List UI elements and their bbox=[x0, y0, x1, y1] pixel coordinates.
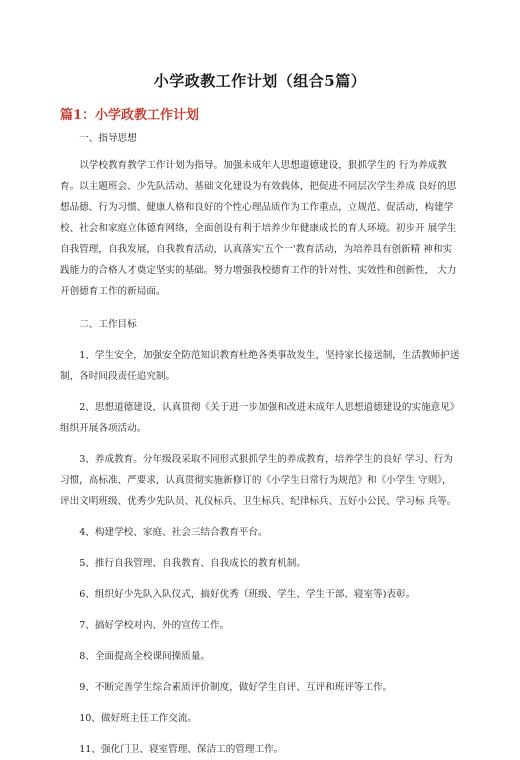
heading-work-goals: 二、工作目标 bbox=[79, 319, 137, 330]
goal-item: 11、强化门卫、寝室管理、保洁工的管理工作。 bbox=[79, 744, 284, 755]
goal-item: 6、组织好少先队入队仪式，搞好优秀（班级、学生、学生干部、寝室等)表彰。 bbox=[79, 589, 416, 600]
goal-item: 9、不断完善学生综合素质评价制度，做好学生自评、互评和班评等工作。 bbox=[79, 682, 393, 693]
document-body bbox=[60, 128, 460, 760]
section-title: 篇1：小学政教工作计划 bbox=[60, 108, 200, 123]
goal-item: 3、养成教育。分年级段采取不同形式狠抓学生的养成教育，培养学生的良好 学习、行为习惯，高标准、严要求，认真贯彻实施新修订的《小学生日常行为规范》和《小学生 守则》，评出文明班级、优秀少先队员、礼仪标兵、卫生标兵、纪律标兵、五好小公民、学习标 兵等。 bbox=[60, 454, 457, 507]
paragraph-guiding-thought: 以学校教育教学工作计划为指导。加强未成年人思想道德建设，狠抓学生的 行为养成教育。以主题班会、少先队活动、基础文化建设为有效载体，把促进不同层次学生养成 良好的思想品德、行为习惯、健康人格和良好的个性心理品质作为工作重点，立规范、促活动，构建学校、社会和家庭立体德育网络，全面创设有利于培养少年健康成长的育人环境。初步开 展学生自我管理，自我发展，自我教育活动，认真落实'五个一'教育活动，为培养具有创新精 神和实践能力的合格人才奠定坚实的基础。努力增强我校德育工作的针对性、实效性和创新性， 大力开创德育工作的新局面。 bbox=[60, 160, 457, 297]
goal-item: 2、思想道德建设，认真贯彻《关于进一步加强和改进未成年人思想道德建设的实施意见》组织开展各项活动。 bbox=[60, 402, 460, 434]
goal-item: 7、搞好学校对内、外的宣传工作。 bbox=[79, 620, 230, 631]
goal-item: 4、构建学校、家庭、社会三结合教育平台。 bbox=[79, 527, 268, 538]
goal-item: 10、做好班主任工作交流。 bbox=[79, 713, 197, 724]
goal-item: 5、推行自我管理、自我教育、自我成长的教育机制。 bbox=[79, 558, 306, 569]
document-title: 小学政教工作计划（组合5篇） bbox=[153, 72, 367, 90]
goal-item: 8、全面提高全校课间操质量。 bbox=[79, 651, 211, 662]
goal-item: 1、学生安全，加强安全防范知识教育杜绝各类事故发生，坚持家长接送制，生活教师护送制，各时间段责任追究制。 bbox=[60, 350, 460, 382]
heading-guiding-thought: 一、指导思想 bbox=[79, 133, 137, 144]
